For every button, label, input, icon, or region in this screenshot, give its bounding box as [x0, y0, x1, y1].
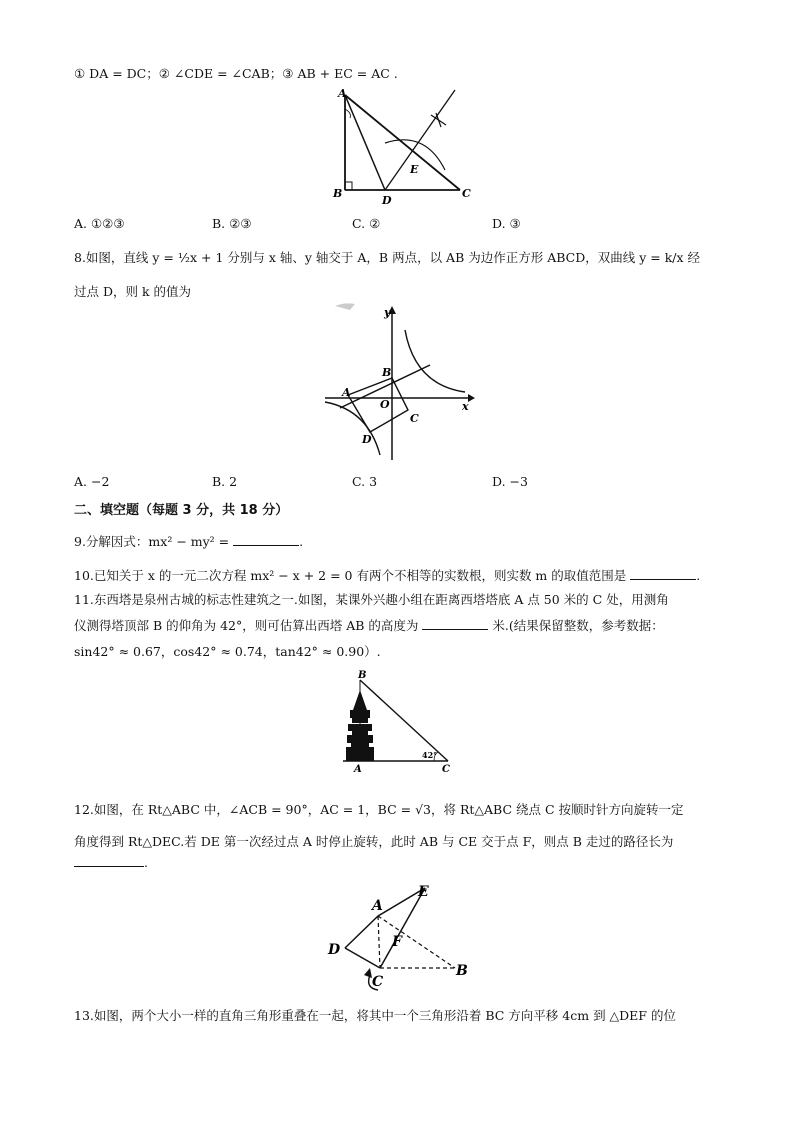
q12-label-a: A: [372, 898, 383, 914]
q7-option-c: C. ②: [352, 216, 381, 231]
q7-label-b: B: [333, 187, 343, 200]
q7-option-a: A. ①②③: [74, 216, 125, 231]
q11-reference-data: sin42° ≈ 0.67，cos42° ≈ 0.74，tan42° ≈ 0.90）.: [74, 644, 381, 659]
q9-answer-blank[interactable]: [233, 533, 299, 546]
q10-text: 10.已知关于 x 的一元二次方程 mx² − x + 2 = 0 有两个不相等的实数根，则实数 m 的取值范围是 .: [74, 568, 701, 583]
q7-statements: ① DA = DC；② ∠CDE = ∠CAB；③ AB + EC = AC .: [74, 66, 398, 81]
q12-text-line1: 12.如图，在 Rt△ABC 中，∠ACB = 90°，AC = 1，BC = √3，将 Rt△ABC 绕点 C 按顺时针方向旋转一定: [74, 802, 684, 817]
q8-label-c: C: [410, 412, 419, 425]
q8-option-b: B. 2: [212, 474, 238, 489]
q11-angle-label: 42°: [422, 750, 438, 760]
q10-answer-blank[interactable]: [630, 567, 696, 580]
q13-text: 13.如图，两个大小一样的直角三角形重叠在一起，将其中一个三角形沿着 BC 方向平移 4cm 到 △DEF 的位: [74, 1008, 676, 1023]
q9-text: 9.分解因式：mx² − my² = .: [74, 534, 304, 549]
q12-label-f: F: [392, 934, 402, 950]
q11-label-a: A: [354, 764, 362, 775]
q12-figure: [320, 880, 480, 995]
q7-label-a: A: [338, 87, 347, 100]
q7-figure: [330, 85, 490, 215]
q12-answer-line: .: [74, 854, 148, 870]
q11-label-c: C: [442, 764, 450, 775]
q7-option-d: D. ③: [492, 216, 521, 231]
q8-option-a: A. −2: [74, 474, 110, 489]
q8-figure: [320, 300, 480, 465]
q12-label-b: B: [456, 963, 468, 979]
q8-label-x: x: [462, 400, 469, 413]
q8-label-a: A: [342, 386, 351, 399]
q12-answer-blank[interactable]: [74, 854, 144, 867]
q7-label-d: D: [382, 194, 392, 207]
q11-text-line2: [74, 616, 664, 634]
q8-label-y: y: [384, 306, 391, 319]
section-title: 二、填空题（每题 3 分，共 18 分）: [74, 503, 289, 518]
q11-prompt: 仪测得塔顶部 B 的仰角为 42°，则可估算出西塔 AB 的高度为: [74, 618, 419, 633]
q7-label-c: C: [462, 187, 471, 200]
q11-figure: [338, 668, 458, 778]
q12-label-e: E: [418, 884, 429, 900]
q7-option-b: B. ②③: [212, 216, 252, 231]
q7-label-e: E: [410, 163, 419, 176]
q8-text-line2: 过点 D，则 k 的值为: [74, 284, 192, 299]
q8-text-line1: 8.如图，直线 y = ½x + 1 分别与 x 轴、y 轴交于 A，B 两点，以 AB 为边作正方形 ABCD，双曲线 y = k/x 经: [74, 250, 701, 265]
q12-text-line2: 角度得到 Rt△DEC.若 DE 第一次经过点 A 时停止旋转，此时 AB 与 CE 交于点 F，则点 B 走过的路径长为: [74, 834, 674, 849]
q12-label-c: C: [372, 974, 384, 990]
q10-prompt: 10.已知关于 x 的一元二次方程 mx² − x + 2 = 0 有两个不相等的实数根，则实数 m 的取值范围是: [74, 568, 627, 583]
q8-label-o: O: [380, 398, 390, 411]
q8-option-d: D. −3: [492, 474, 528, 489]
q8-option-c: C. 3: [352, 474, 378, 489]
q8-label-b: B: [382, 366, 392, 379]
q11-label-b: B: [358, 670, 367, 681]
q12-label-d: D: [328, 942, 341, 958]
q11-suffix: 米.(结果保留整数，参考数据：: [492, 618, 664, 633]
q11-answer-blank[interactable]: [422, 617, 488, 630]
q11-text-line1: 11.东西塔是泉州古城的标志性建筑之一.如图，某课外兴趣小组在距离西塔塔底 A 点 50 米的 C 处，用测角: [74, 592, 669, 607]
q9-prompt: 9.分解因式：mx² − my² =: [74, 534, 230, 549]
q8-label-d: D: [362, 433, 372, 446]
